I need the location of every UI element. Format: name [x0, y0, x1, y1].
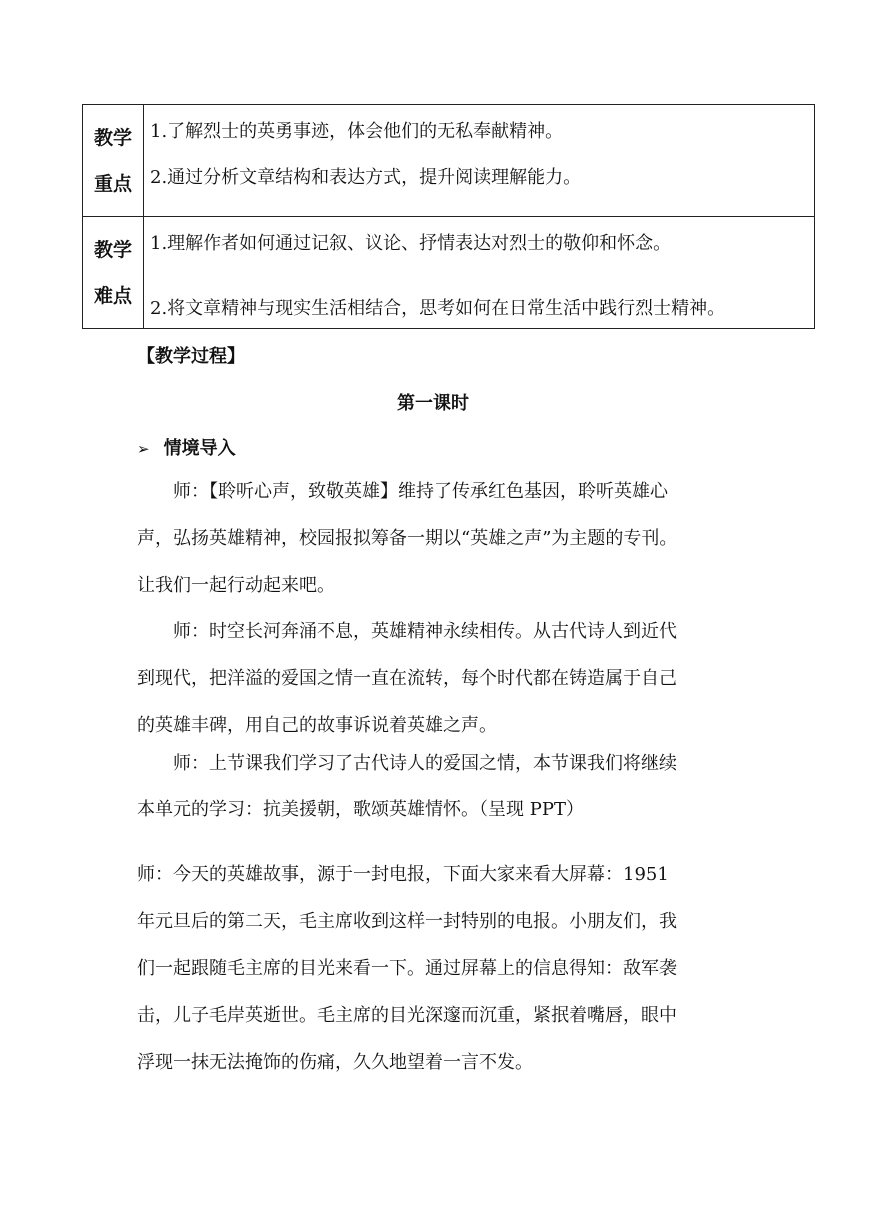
lesson-title: 第一课时	[397, 393, 469, 414]
paragraph-2	[173, 608, 677, 655]
key-point-item: 1.了解烈士的英勇事迹，体会他们的无私奉献精神。	[150, 121, 564, 142]
paragraph-line: 击，儿子毛岸英逝世。毛主席的目光深邃而沉重，紧抿着嘴唇，眼中	[137, 1005, 677, 1026]
paragraph-line: 师：上节课我们学习了古代诗人的爱国之情，本节课我们将继续	[173, 753, 677, 774]
paragraph-line: 的英雄丰碑，用自己的故事诉说着英雄之声。	[137, 715, 497, 736]
table-row-difficult-points	[83, 217, 815, 329]
paragraph-4	[137, 851, 677, 1086]
paragraph-line: 让我们一起行动起来吧。	[137, 575, 335, 596]
paragraph-line: 们一起跟随毛主席的目光来看一下。通过屏幕上的信息得知：敌军袭	[137, 958, 677, 979]
process-heading: 【教学过程】	[137, 346, 245, 367]
section-title: 情境导入	[163, 438, 236, 459]
difficult-point-item: 2.将文章精神与现实生活相结合，思考如何在日常生活中践行烈士精神。	[150, 298, 726, 319]
paragraph-line: 师：今天的英雄故事，源于一封电报，下面大家来看大屏幕：1951	[137, 864, 669, 885]
arrow-bullet-icon: ➢	[137, 440, 150, 458]
paragraph-3	[173, 740, 677, 787]
label-bottom: 难点	[93, 285, 132, 307]
content-key-points	[144, 105, 815, 217]
paragraph-line: 到现代，把洋溢的爱国之情一直在流转，每个时代都在铸造属于自己	[137, 668, 677, 689]
label-difficult-points	[83, 217, 144, 329]
paragraph-line: 师：时空长河奔涌不息，英雄精神永续相传。从古代诗人到近代	[173, 621, 677, 642]
label-top: 教学	[93, 127, 132, 149]
key-point-item: 2.通过分析文章结构和表达方式，提升阅读理解能力。	[150, 167, 582, 188]
label-bottom: 重点	[93, 173, 132, 195]
teaching-goals-table	[82, 104, 815, 329]
paragraph-3-cont	[137, 786, 584, 833]
table-row-key-points	[83, 105, 815, 217]
paragraph-line: 浮现一抹无法掩饰的伤痛，久久地望着一言不发。	[137, 1052, 533, 1073]
section-heading	[137, 434, 236, 460]
paragraph-line: 师：【聆听心声，致敬英雄】维持了传承红色基因，聆听英雄心	[173, 481, 668, 502]
label-key-points	[83, 105, 144, 217]
difficult-point-item: 1.理解作者如何通过记叙、议论、抒情表达对烈士的敬仰和怀念。	[150, 233, 672, 254]
content-difficult-points	[144, 217, 815, 329]
paragraph-line: 声，弘扬英雄精神，校园报拟筹备一期以“英雄之声”为主题的专刊。	[137, 528, 678, 549]
paragraph-line: 本单元的学习：抗美援朝，歌颂英雄情怀。（呈现 PPT）	[137, 799, 584, 820]
label-top: 教学	[93, 239, 132, 261]
paragraph-1-cont	[137, 515, 677, 609]
paragraph-1	[173, 468, 668, 515]
paragraph-2-cont	[137, 655, 677, 749]
paragraph-line: 年元旦后的第二天，毛主席收到这样一封特别的电报。小朋友们，我	[137, 911, 677, 932]
